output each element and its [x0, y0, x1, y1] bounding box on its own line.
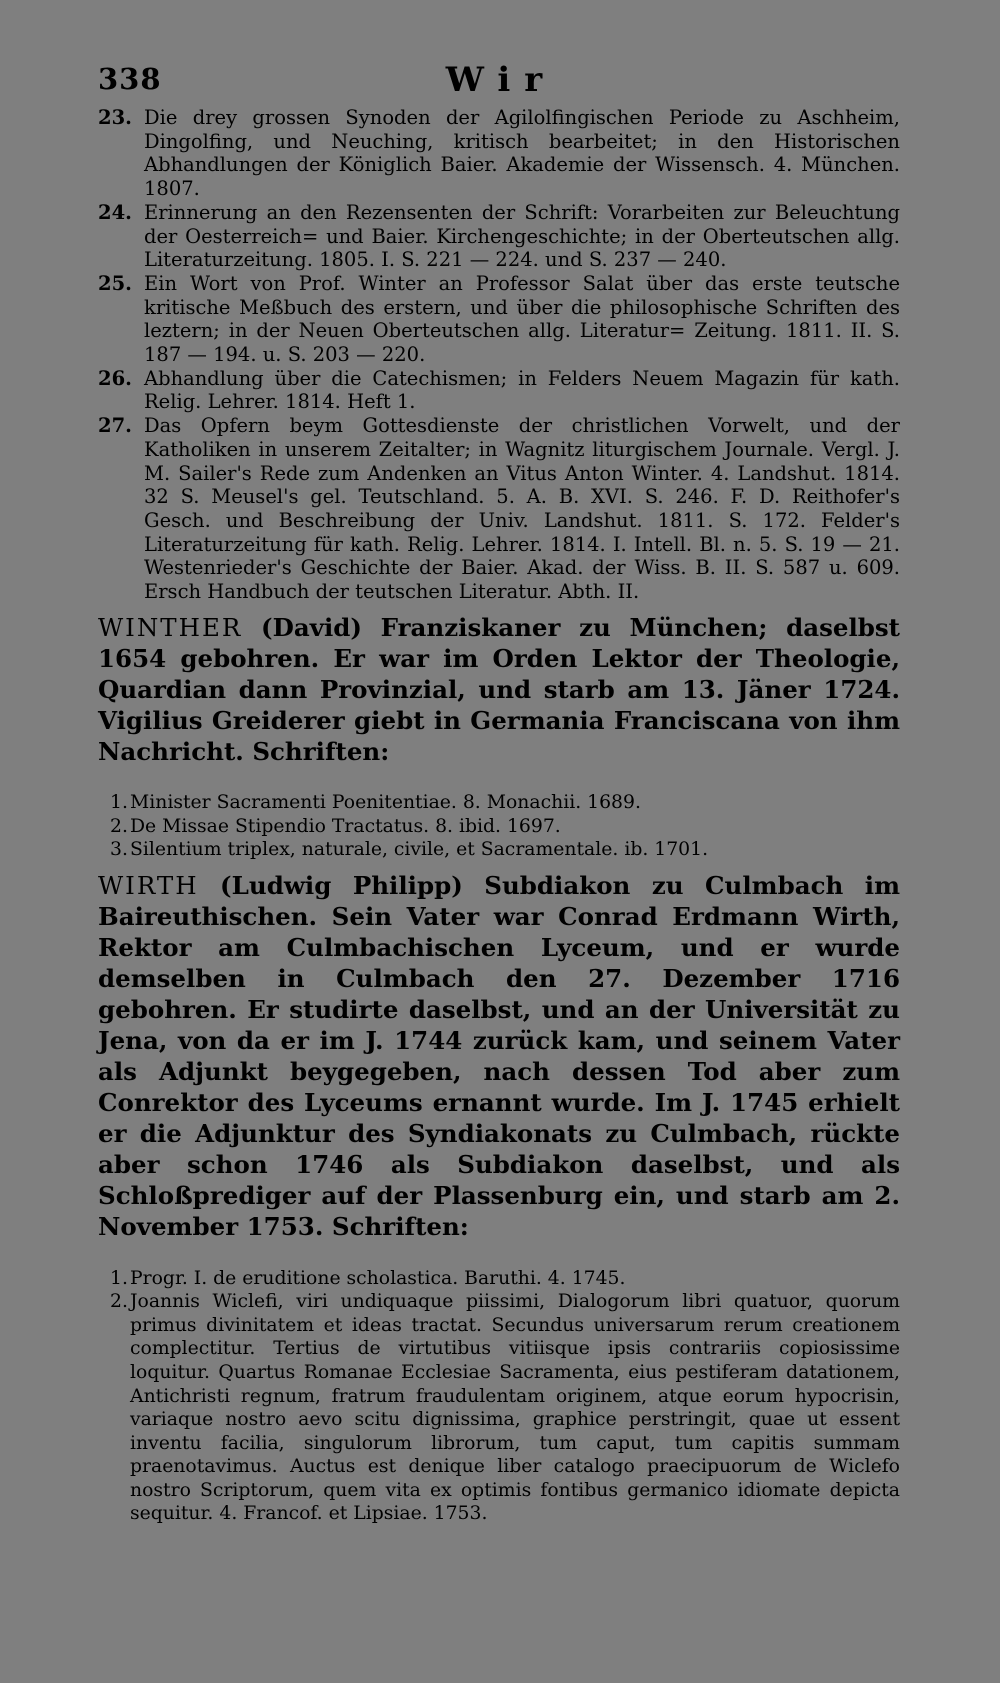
work-item: [98, 1267, 900, 1291]
work-text: Silentium triplex, naturale, civile, et Sacramentale. ib. 1701.: [130, 839, 709, 861]
entry-wirth: [98, 870, 900, 1526]
list-item: [98, 272, 900, 367]
entry-headword: WIRTH: [98, 871, 199, 901]
work-number: 1.: [110, 1267, 128, 1289]
numbered-list: [98, 106, 900, 604]
item-number: 27.: [98, 414, 132, 438]
list-item: [98, 201, 900, 272]
item-text: Ein Wort von Prof. Winter an Professor Salat über das erste teutsche kritische Meßbuch des erstern, und über die philosophische Schriften des leztern; in der Neuen Oberteutschen allg. Literatur= Zeitung. 1811. II. S. 187 — 194. u. S. 203 — 220.: [144, 271, 900, 367]
item-text: Abhandlung über die Catechismen; in Felders Neuem Magazin für kath. Relig. Lehrer. 1814. Heft 1.: [144, 366, 900, 414]
work-item: [98, 815, 900, 839]
item-text: Die drey grossen Synoden der Agilolfingischen Periode zu Aschheim, Dingolfing, und Neuching, kritisch bearbeitet; in den Historischen Abhandlungen der Königlich Baier. Akademie der Wissensch. 4. München. 1807.: [144, 106, 900, 201]
work-text: Joannis Wiclefi, viri undiquaque piissimi, Dialogorum libri quatuor, quorum primus divinitatem et ideas tractat. Secundus universarum rerum creationem complectitur. Tertius de virtutibus vitiisque ipsis contrariis copiosissime loquitur. Quartus Romanae Ecclesiae Sacramenta, eius pestiferam datationem, Antichristi regnum, fratrum fraudulentam originem, atque eorum hypocrisin, variaque nostro aevo scitu dignissima, graphice perstringit, quae ut essent inventu facilia, singulorum librorum, tum caput, tum capitis summam praenotavimus. Auctus est denique liber catalogo praecipuorum de Wiclefo nostro Scriptorum, quem vita ex optimis fontibus germanico idiomate depicta sequitur. 4. Francof. et Lipsiae. 1753.: [130, 1291, 900, 1525]
page-content: [98, 106, 900, 1534]
work-item: [98, 838, 900, 862]
item-number: 24.: [98, 200, 132, 224]
entry-paragraph: [98, 612, 900, 767]
running-head: Wir: [445, 60, 557, 100]
entry-winther: [98, 612, 900, 862]
work-number: 1.: [110, 792, 128, 814]
work-number: 2.: [110, 815, 128, 837]
item-text: Das Opfern beym Gottesdienste der christlichen Vorwelt, und der Katholiken in unserem Zeitalter; in Wagnitz liturgischem Journale. Vergl. J. M. Sailer's Rede zum Andenken an Vitus Anton Winter. 4. Landshut. 1814. 32 S. Meusel's gel. Teutschland. 5. A. B. XVI. S. 246. F. D. Reithofer's Gesch. und Beschreibung der Univ. Landshut. 1811. S. 172. Felder's Literaturzeitung für kath. Relig. Lehrer. 1814. I. Intell. Bl. n. 5. S. 19 — 21. Westenrieder's Geschichte der Baier. Akad. der Wiss. B. II. S. 587 u. 609. Ersch Handbuch der teutschen Literatur. Abth. II.: [144, 414, 900, 604]
item-number: 25.: [98, 271, 132, 295]
entry-headword: WINTHER: [98, 612, 243, 642]
work-text: De Missae Stipendio Tractatus. 8. ibid. 1697.: [130, 815, 561, 837]
item-number: 26.: [98, 366, 132, 390]
work-number: 3.: [110, 839, 128, 861]
entry-text: (Ludwig Philipp) Subdiakon zu Culmbach im Baireuthischen. Sein Vater war Conrad Erdmann Wirth, Rektor am Culmbachischen Lyceum, und er wurde demselben in Culmbach den 27. Dezember 1716 gebohren. Er studirte daselbst, und an der Universität zu Jena, von da er im J. 1744 zurück kam, und seinem Vater als Adjunkt beygegeben, nach dessen Tod aber zum Conrektor des Lyceums ernannt wurde. Im J. 1745 erhielt er die Adjunktur des Syndiakonats zu Culmbach, rückte aber schon 1746 als Subdiakon daselbst, und als Schloßprediger auf der Plassenburg ein, und starb am 2. November 1753. Schriften:: [98, 871, 900, 1242]
list-item: [98, 367, 900, 414]
page-header: [98, 60, 904, 104]
list-item: [98, 106, 900, 201]
works-list: [98, 1267, 900, 1527]
entry-paragraph: [98, 870, 900, 1242]
work-item: [98, 791, 900, 815]
list-item: [98, 414, 900, 604]
page-number: 338: [98, 62, 162, 96]
item-number: 23.: [98, 106, 132, 129]
work-number: 2.: [110, 1291, 128, 1313]
work-text: Progr. I. de eruditione scholastica. Baruthi. 4. 1745.: [130, 1267, 626, 1289]
work-item: [98, 1290, 900, 1526]
entry-text: (David) Franziskaner zu München; daselbst 1654 gebohren. Er war im Orden Lektor der Theologie, Quardian dann Provinzial, und starb am 13. Jäner 1724. Vigilius Greiderer giebt in Germania Franciscana von ihm Nachricht. Schriften:: [98, 612, 900, 766]
item-text: Erinnerung an den Rezensenten der Schrift: Vorarbeiten zur Beleuchtung der Oesterreich= und Baier. Kirchengeschichte; in der Oberteutschen allg. Literaturzeitung. 1805. I. S. 221 — 224. und S. 237 — 240.: [144, 200, 900, 272]
works-list: [98, 791, 900, 862]
work-text: Minister Sacramenti Poenitentiae. 8. Monachii. 1689.: [130, 792, 641, 814]
